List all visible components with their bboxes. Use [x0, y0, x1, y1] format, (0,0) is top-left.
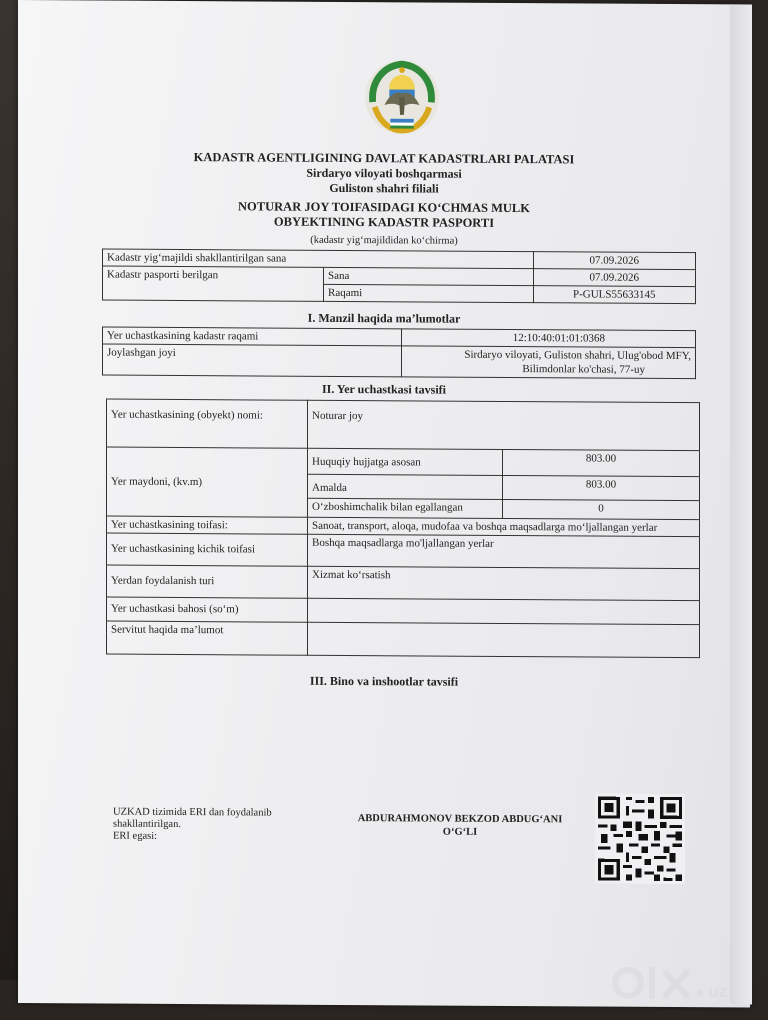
document-sheet [18, 0, 750, 1007]
issue-info-table [102, 249, 696, 305]
olx-watermark-icon [608, 959, 758, 1010]
subcategory-value: Boshqa maqsadlarga mo'ljallangan yerlar [308, 534, 700, 568]
category-value: Sanoat, transport, aloqa, mudofaa va boshqa maqsadlarga mo‘ljallangan yerlar [308, 517, 700, 536]
eri-note-line3: ERI egasi: [113, 830, 158, 842]
location-value-line1: Sirdaryo viloyati, Guliston shahri, Ulug'obod MFY, [464, 348, 691, 363]
eri-owner-line2: O‘G‘LI [442, 826, 478, 838]
section3-title: III. Bino va inshootlar tavsifi [309, 673, 459, 689]
eri-note [113, 807, 272, 844]
document-title-line2: OBYEKTINING KADASTR PASPORTI [273, 214, 495, 230]
area-actual-label: Amalda [308, 474, 503, 499]
section2-title: II. Yer uchastkasi tavsifi [321, 381, 446, 397]
eri-note-line2: shakllantirilgan. [113, 818, 181, 830]
section1-title: I. Manzil haqida ma’lumotlar [307, 310, 461, 326]
address-table [102, 327, 696, 380]
servitut-value [308, 622, 700, 657]
issued-number-label: Raqami [324, 284, 534, 302]
formation-date-value: 07.09.2026 [533, 252, 696, 270]
area-unauthorized-label: O‘zboshimchalik bilan egallangan [308, 498, 503, 518]
cadastre-number-value: 12:10:40:01:01:0368 [402, 329, 696, 348]
cadastre-number-label: Yer uchastkasining kadastr raqami [103, 327, 402, 346]
eri-owner-line1: ABDURAHMONOV BEKZOD ABDUG‘ANI [357, 813, 563, 826]
object-name-label: Yer uchastkasining (obyekt) nomi: [107, 399, 308, 448]
location-label: Joylashgan joyi [103, 344, 402, 377]
area-unauthorized-value: 0 [503, 499, 700, 519]
issued-label: Kadastr pasporti berilgan [103, 266, 324, 301]
land-use-value: Xizmat ko‘rsatish [308, 566, 700, 600]
olx-watermark-text: uz [708, 981, 728, 1002]
qr-code-icon[interactable] [595, 794, 685, 885]
servitut-label: Servitut haqida ma’lumot [107, 621, 308, 655]
price-label: Yer uchastkasi bahosi (so‘m) [107, 597, 308, 622]
document-subtitle: (kadastr yig‘majildidan ko‘chirma) [310, 234, 458, 247]
area-label: Yer maydoni, (kv.m) [107, 447, 308, 517]
land-use-label: Yerdan foydalanish turi [107, 565, 308, 598]
document-title-line1: NOTURAR JOY TOIFASIDAGI KO‘CHMAS MULK [238, 199, 530, 216]
area-actual-value: 803.00 [503, 475, 700, 500]
eri-note-line1: UZKAD tizimida ERI dan foydalanib [113, 806, 272, 819]
area-legal-value: 803.00 [503, 449, 700, 476]
issued-number-value: P-GULS55633145 [533, 286, 696, 304]
issued-date-value: 07.09.2026 [533, 269, 696, 287]
eri-owner [338, 812, 582, 839]
area-legal-label: Huquqiy hujjatga asosan [308, 448, 503, 475]
subcategory-label: Yer uchastkasining kichik toifasi [107, 533, 308, 566]
region-name: Sirdaryo viloyati boshqarmasi [306, 165, 462, 181]
land-description-table [106, 399, 700, 659]
agency-name: KADASTR AGENTLIGINING DAVLAT KADASTRLARI PALATASI [193, 150, 575, 167]
branch-name: Guliston shahri filiali [329, 180, 439, 196]
formation-date-label: Kadastr yig‘majildi shakllantirilgan sana [103, 249, 534, 269]
object-name-value: Noturar joy [308, 400, 700, 450]
issued-date-label: Sana [324, 267, 534, 285]
price-value [308, 598, 700, 624]
location-value-line2: Bilimdonlar ko'chasi, 77-uy [522, 363, 645, 376]
category-label: Yer uchastkasining toifasi: [107, 516, 308, 534]
state-emblem-icon [363, 58, 441, 136]
